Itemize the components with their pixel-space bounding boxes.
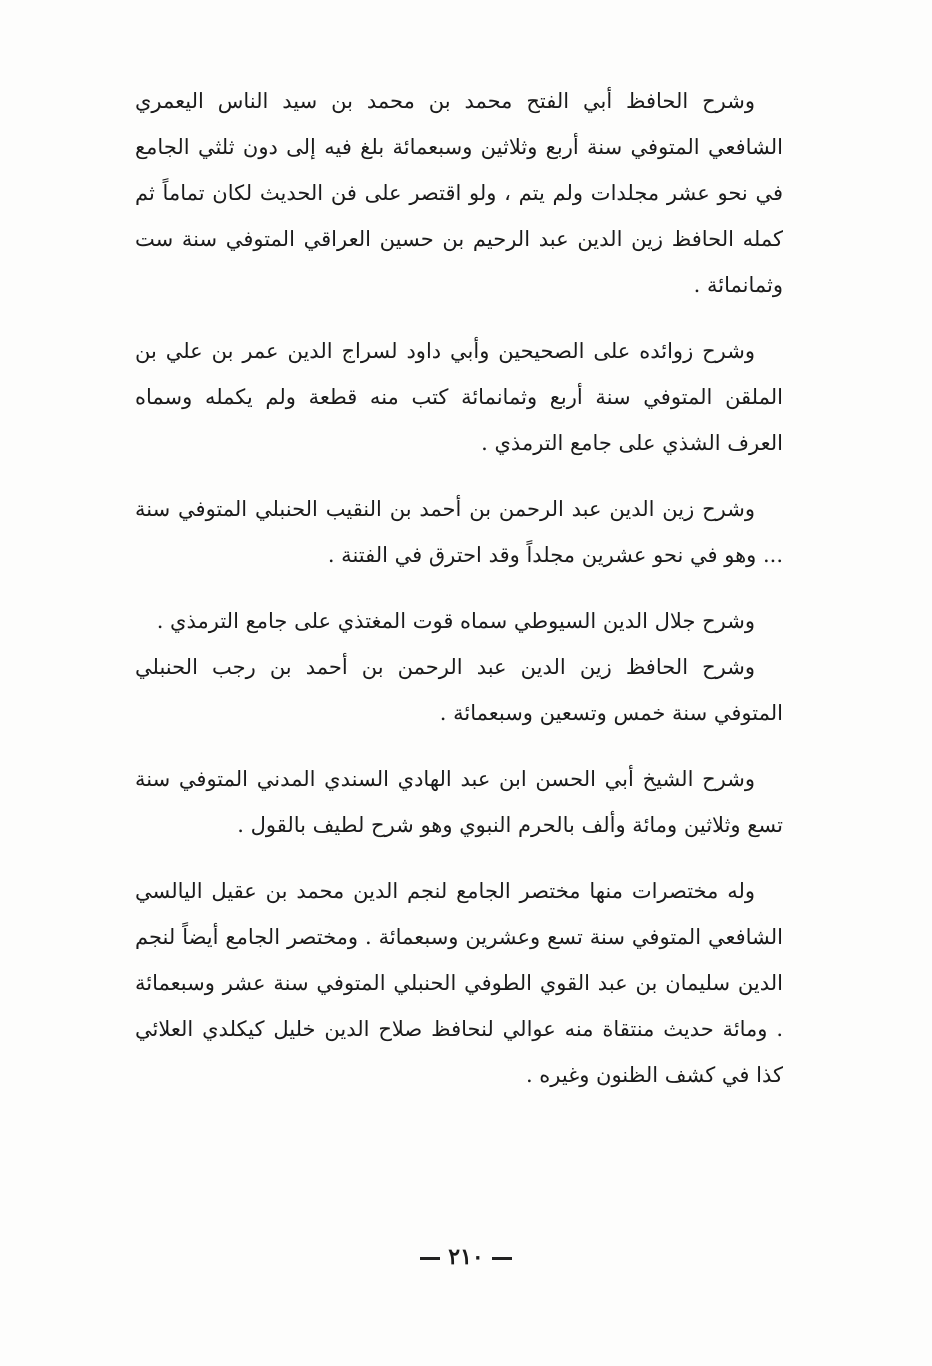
page-number-footer [0,1244,932,1270]
right-dash [420,1257,440,1260]
paragraph-7: وله مختصرات منها مختصر الجامع لنجم الدين محمد بن عقيل اليالسي الشافعي المتوفي سنة تسع وعشرين وسبعمائة . ومختصر الجامع أيضاً لنجم الدين سليمان بن عبد القوي الطوفي الحنبلي المتوفي سنة عشر وسبعمائة . ومائة حديث منتقاة منه عوالي لنحافظ صلاح الدين خليل كيكلدي العلائي كذا في كشف الظنون وغيره . [135,879,783,1087]
left-dash [492,1257,512,1260]
paragraph-3: وشرح زين الدين عبد الرحمن بن أحمد بن النقيب الحنبلي المتوفي سنة ... وهو في نحو عشرين مجلداً وقد احترق في الفتنة . [135,497,783,567]
paragraph-6: وشرح الشيخ أبي الحسن ابن عبد الهادي السندي المدني المتوفي سنة تسع وثلاثين ومائة وألف بالحرم النبوي وهو شرح لطيف بالقول . [135,767,783,837]
paragraph-1: وشرح الحافظ أبي الفتح محمد بن محمد بن سيد الناس اليعمري الشافعي المتوفي سنة أربع وثلاثين وسبعمائة بلغ فيه إلى دون ثلثي الجامع في نحو عشر مجلدات ولم يتم ، ولو اقتصر على فن الحديث لكان تماماً ثم كمله الحافظ زين الدين عبد الرحيم بن حسين العراقي المتوفي سنة ست وثمانمائة . [135,89,783,297]
paragraph-4: وشرح جلال الدين السيوطي سماه قوت المغتذي على جامع الترمذي . [156,609,755,633]
body-text [135,78,783,1118]
paragraph-2: وشرح زوائده على الصحيحين وأبي داود لسراج الدين عمر بن علي بن الملقن المتوفي سنة أربع وثمانمائة كتب منه قطعة ولم يكمله وسماه العرف الشذي على جامع الترمذي . [135,339,783,455]
paragraph-5: وشرح الحافظ زين الدين عبد الرحمن بن أحمد بن رجب الحنبلي المتوفي سنة خمس وتسعين وسبعمائة . [135,655,783,725]
page-number: ٢١٠ [448,1244,484,1270]
